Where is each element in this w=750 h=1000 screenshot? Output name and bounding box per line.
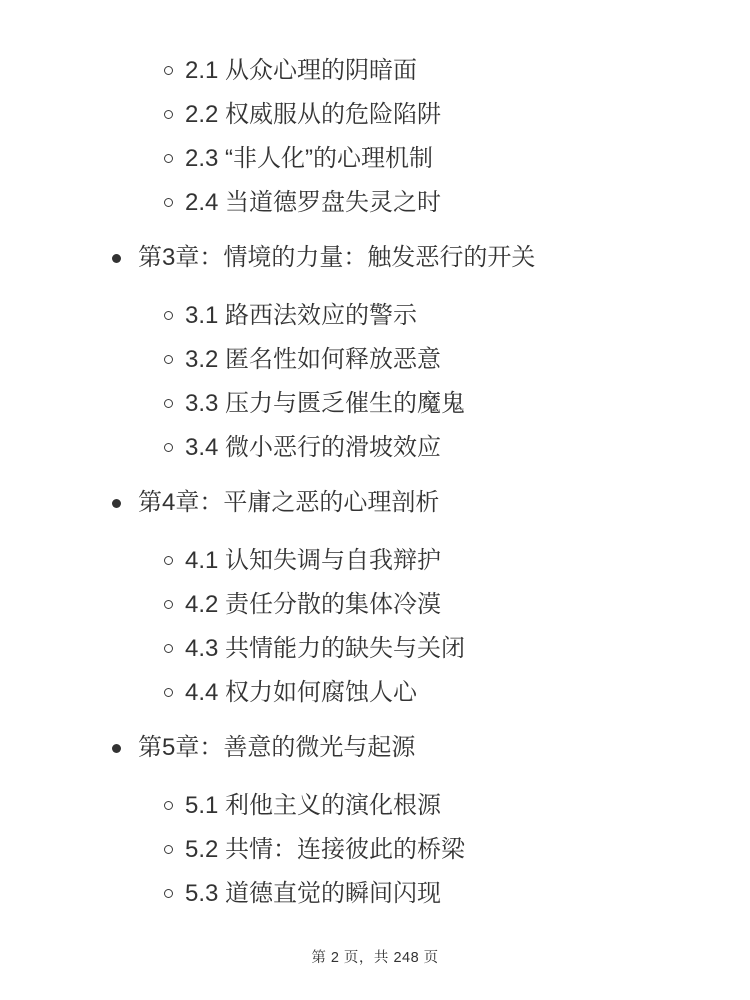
toc-item-text: 5.2 共情：连接彼此的桥梁 — [185, 836, 466, 863]
toc-item-row — [0, 49, 750, 93]
toc-item-text: 2.2 权威服从的危险陷阱 — [185, 101, 442, 128]
toc-chapter-row — [0, 484, 750, 522]
toc-item-row — [0, 872, 750, 916]
toc-item-row — [0, 627, 750, 671]
toc-item-text: 3.4 微小恶行的滑坡效应 — [185, 434, 442, 461]
bullet-circle-icon — [164, 110, 173, 119]
bullet-circle-icon — [164, 198, 173, 207]
toc-item-text: 3.2 匿名性如何释放恶意 — [185, 346, 442, 373]
toc-sub-list — [0, 49, 750, 225]
bullet-circle-icon — [164, 443, 173, 452]
toc-item-text: 4.4 权力如何腐蚀人心 — [185, 679, 418, 706]
toc-item-text: 4.1 认知失调与自我辩护 — [185, 547, 442, 574]
bullet-circle-icon — [164, 311, 173, 320]
bullet-circle-icon — [164, 66, 173, 75]
toc-item-row — [0, 583, 750, 627]
toc-item-row — [0, 137, 750, 181]
toc-item-text: 5.1 利他主义的演化根源 — [185, 792, 442, 819]
bullet-circle-icon — [164, 688, 173, 697]
toc-item-text: 5.3 道德直觉的瞬间闪现 — [185, 880, 442, 907]
toc-item-text: 2.4 当道德罗盘失灵之时 — [185, 189, 442, 216]
toc-item-row — [0, 426, 750, 470]
bullet-disc-icon — [112, 744, 121, 753]
toc-item-row — [0, 539, 750, 583]
bullet-circle-icon — [164, 154, 173, 163]
toc-item-text: 4.2 责任分散的集体冷漠 — [185, 591, 442, 618]
toc-item-row — [0, 338, 750, 382]
bullet-circle-icon — [164, 845, 173, 854]
chapter-title: 第4章：平庸之恶的心理剖析 — [138, 489, 440, 516]
bullet-circle-icon — [164, 889, 173, 898]
toc-item-text: 3.1 路西法效应的警示 — [185, 302, 418, 329]
bullet-circle-icon — [164, 556, 173, 565]
toc-item-row — [0, 294, 750, 338]
toc-item-text: 3.3 压力与匮乏催生的魔鬼 — [185, 390, 466, 417]
toc-item-row — [0, 671, 750, 715]
bullet-circle-icon — [164, 355, 173, 364]
toc-item-row — [0, 181, 750, 225]
chapter-title: 第3章：情境的力量：触发恶行的开关 — [138, 244, 536, 271]
bullet-circle-icon — [164, 644, 173, 653]
toc-sub-list — [0, 294, 750, 470]
toc-chapter-row — [0, 729, 750, 767]
toc-item-row — [0, 784, 750, 828]
toc-item-text: 2.1 从众心理的阴暗面 — [185, 57, 418, 84]
bullet-disc-icon — [112, 499, 121, 508]
page-number-footer: 第 2 页，共 248 页 — [311, 950, 439, 966]
chapter-title: 第5章：善意的微光与起源 — [138, 734, 416, 761]
toc-item-row — [0, 828, 750, 872]
bullet-circle-icon — [164, 600, 173, 609]
bullet-disc-icon — [112, 254, 121, 263]
bullet-circle-icon — [164, 399, 173, 408]
toc-chapter-row — [0, 239, 750, 277]
toc-item-row — [0, 93, 750, 137]
toc-sub-list — [0, 539, 750, 715]
toc-item-text: 2.3 “非人化”的心理机制 — [185, 145, 434, 172]
toc-item-row — [0, 382, 750, 426]
toc-item-text: 4.3 共情能力的缺失与关闭 — [185, 635, 466, 662]
bullet-circle-icon — [164, 801, 173, 810]
toc-sub-list — [0, 784, 750, 916]
